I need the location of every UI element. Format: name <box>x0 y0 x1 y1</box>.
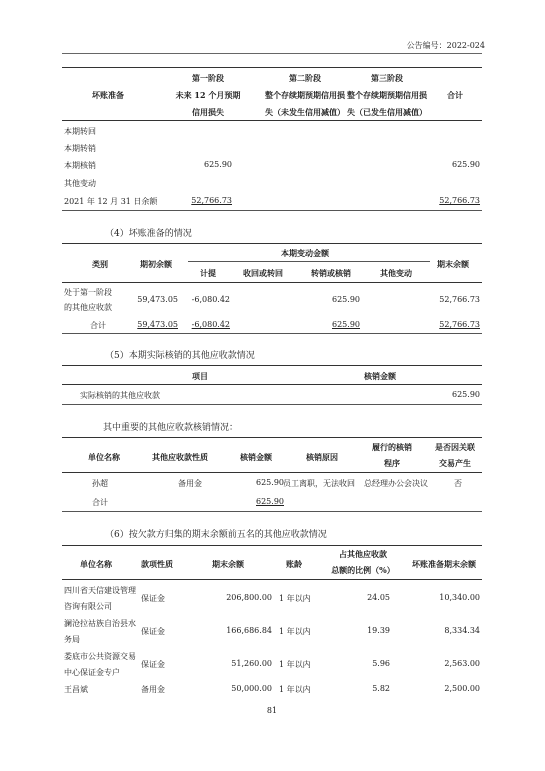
table-row: 合计 <box>92 498 108 507</box>
section-4-title: （4）坏账准备的情况 <box>105 229 192 239</box>
column-header-stage2: 第二阶段 <box>289 73 321 83</box>
column-header-opening: 期初余额 <box>140 259 172 269</box>
page-number: 81 <box>266 706 278 715</box>
column-header-change-group: 本期变动金额 <box>281 248 329 258</box>
important-write-off-title: 其中重要的其他应收款核销情况： <box>103 423 239 433</box>
table-row: 澜沧拉祜族自治县水 <box>64 619 136 628</box>
column-header-procedure: 履行的核销 <box>372 442 412 452</box>
table-row: 本期转销 <box>64 144 96 153</box>
column-header-closing: 期末余额 <box>437 259 469 269</box>
column-header-unit: 单位名称 <box>88 452 120 462</box>
column-header-balance: 期末余额 <box>212 559 244 569</box>
column-header-unit: 单位名称 <box>80 559 112 569</box>
table-row: 其他变动 <box>64 179 96 188</box>
section-6-title: （6）按欠款方归集的期末余额前五名的其他应收款情况 <box>105 530 327 540</box>
header-rule <box>62 53 482 54</box>
table-top-rule <box>62 67 482 68</box>
table-row: 处于第一阶段 <box>64 288 112 297</box>
column-header-total: 合计 <box>447 90 463 100</box>
table-row: 本期核销 <box>64 161 96 170</box>
column-header-bad-debt: 坏账准备 <box>92 90 124 100</box>
table-row: 本期转回 <box>64 127 96 136</box>
column-header-category: 类别 <box>92 259 108 269</box>
column-header-related: 是否因关联 <box>435 442 475 452</box>
table-row: 娄底市公共资源交易 <box>64 652 136 661</box>
table-row: 四川省天信建设管理 <box>64 586 136 595</box>
column-header-stage1: 第一阶段 <box>192 73 224 83</box>
column-header-nature: 款项性质 <box>141 559 173 569</box>
column-header-stage3: 第三阶段 <box>371 73 403 83</box>
column-header-item: 项目 <box>192 371 208 381</box>
section-5-title: （5）本期实际核销的其他应收款情况 <box>105 351 255 361</box>
column-header-ratio: 占其他应收款 <box>339 549 387 559</box>
column-header-amount: 核销金额 <box>240 452 272 462</box>
column-header-provision: 坏账准备期末余额 <box>412 559 476 569</box>
table-row: 王昌斌 <box>64 685 88 694</box>
table-row: 2021 年 12 月 31 日余额 <box>64 197 158 206</box>
column-header-write-off-amount: 核销金额 <box>364 371 396 381</box>
table-row: 合计 <box>90 321 106 330</box>
announcement-number: 公告编号：2022-024 <box>406 41 485 50</box>
table-row: 实际核销的其他应收款 <box>80 391 160 400</box>
column-header-reason: 核销原因 <box>306 452 338 462</box>
table-row: 孙超 <box>92 479 108 488</box>
column-header-nature: 其他应收款性质 <box>152 452 208 462</box>
column-header-age: 账龄 <box>286 559 302 569</box>
